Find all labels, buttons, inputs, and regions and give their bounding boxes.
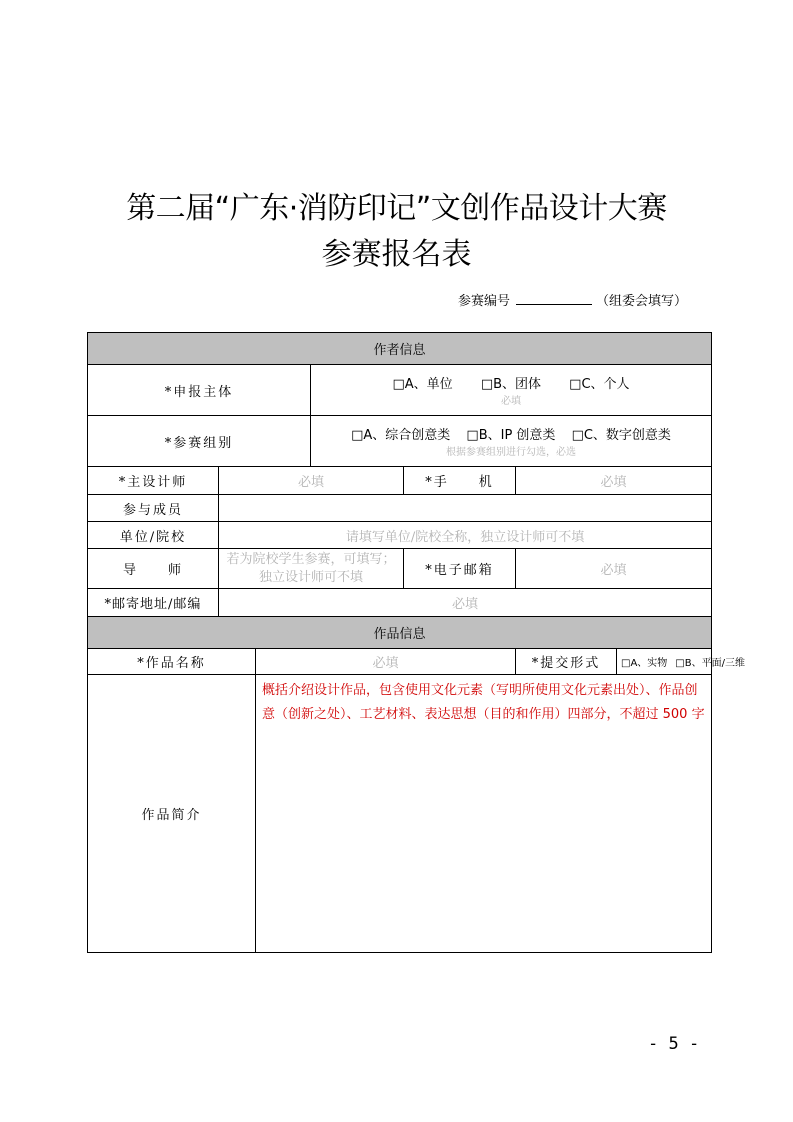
- applicant-label: *申报主体: [88, 365, 311, 416]
- applicant-option-b[interactable]: □B、团体: [480, 377, 542, 392]
- entry-number-note: （组委会填写）: [596, 294, 688, 309]
- format-options-cell: [617, 649, 745, 675]
- entry-number-label: 参赛编号: [458, 294, 511, 309]
- phone-label: *手 机: [404, 467, 516, 495]
- address-label: *邮寄地址/邮编: [88, 589, 219, 617]
- entry-number-row: [458, 290, 687, 309]
- applicant-option-c[interactable]: □C、个人: [569, 377, 630, 392]
- organization-input[interactable]: 请填写单位/院校全称，独立设计师可不填: [219, 522, 712, 549]
- email-input[interactable]: 必填: [516, 549, 712, 589]
- form-title: 第二届“广东·消防印记”文创作品设计大赛: [126, 191, 667, 226]
- intro-input[interactable]: 概括介绍设计作品，包含使用文化元素（写明所使用文化元素出处）、作品创意（创新之处）、工艺材料、表达思想（目的和作用）四部分，不超过 500 字: [256, 675, 712, 953]
- registration-table: [87, 332, 745, 953]
- mentor-label: 导 师: [88, 549, 219, 589]
- form-subtitle: 参赛报名表: [321, 237, 472, 272]
- email-label: *电子邮箱: [404, 549, 516, 589]
- format-option-b[interactable]: □B、平面/三维: [675, 658, 745, 669]
- mentor-input[interactable]: 若为院校学生参赛，可填写；独立设计师可不填: [219, 549, 404, 589]
- work-name-label: *作品名称: [88, 649, 256, 675]
- group-options-cell: [311, 416, 712, 467]
- designer-input[interactable]: 必填: [219, 467, 404, 495]
- work-name-input[interactable]: 必填: [256, 649, 516, 675]
- group-option-c[interactable]: □C、数字创意类: [571, 428, 671, 443]
- members-label: 参与成员: [88, 495, 219, 522]
- page-number: - 5 -: [648, 1034, 700, 1054]
- applicant-option-a[interactable]: □A、单位: [392, 377, 453, 392]
- work-info-header: 作品信息: [88, 617, 712, 649]
- address-input[interactable]: 必填: [219, 589, 712, 617]
- applicant-hint: 必填: [501, 396, 521, 407]
- format-option-a[interactable]: □A、实物: [621, 658, 668, 669]
- applicant-options-cell: [311, 365, 712, 416]
- members-input[interactable]: [219, 495, 712, 522]
- intro-label: 作品简介: [88, 675, 256, 953]
- entry-number-field[interactable]: [516, 292, 592, 305]
- organization-label: 单位/院校: [88, 522, 219, 549]
- designer-label: *主设计师: [88, 467, 219, 495]
- group-label: *参赛组别: [88, 416, 311, 467]
- group-hint: 根据参赛组别进行勾选，必选: [446, 447, 576, 458]
- author-info-header: 作者信息: [88, 333, 712, 365]
- group-option-a[interactable]: □A、综合创意类: [351, 428, 451, 443]
- group-option-b[interactable]: □B、IP 创意类: [466, 428, 556, 443]
- format-label: *提交形式: [516, 649, 617, 675]
- phone-input[interactable]: 必填: [516, 467, 712, 495]
